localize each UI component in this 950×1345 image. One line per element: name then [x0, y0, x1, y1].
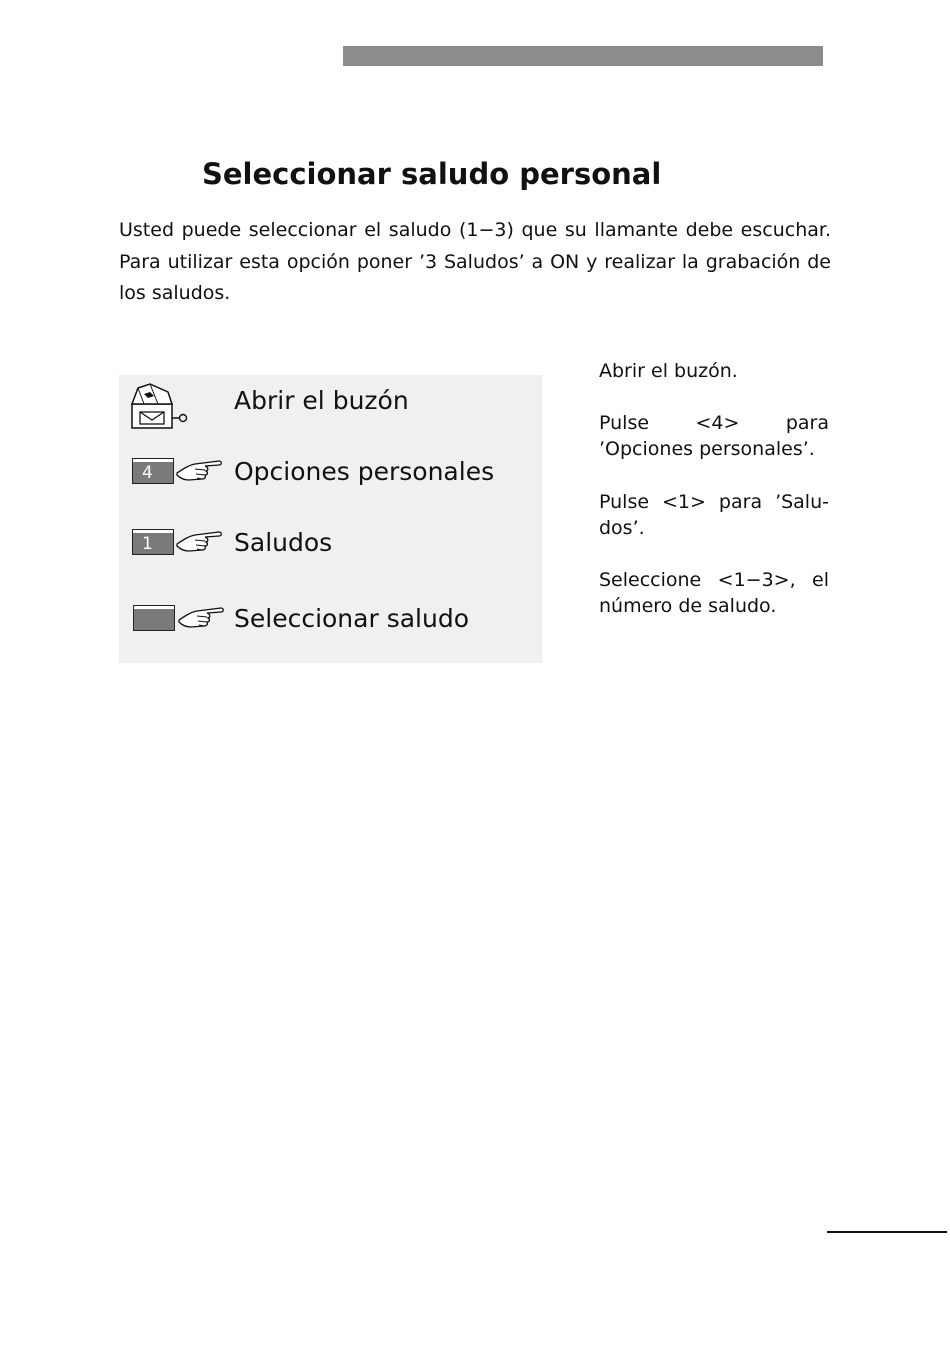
step-label: Seleccionar saludo — [234, 604, 469, 633]
step-select-greeting — [119, 602, 542, 658]
page-title: Seleccionar saludo personal — [202, 157, 662, 191]
key-number: 1 — [142, 534, 153, 554]
intro-paragraph: Usted puede seleccionar el saludo (1−3) que su llamante debe escuchar. Para utilizar esta opción poner ’3 Saludos’ a ON y realizar la grabación de los saludos. — [119, 219, 831, 304]
header-bar — [343, 46, 823, 66]
step-note: Seleccione <1−3>, el número de saludo. — [599, 569, 829, 617]
step-note: Pulse <1> para ’Salu-dos’. — [599, 491, 829, 539]
pointing-hand-icon — [175, 457, 223, 485]
step-personal-options — [119, 455, 542, 511]
step-label: Abrir el buzón — [234, 386, 409, 415]
key-4-icon — [132, 458, 174, 484]
pointing-hand-icon — [175, 528, 223, 556]
key-1-icon — [132, 529, 174, 555]
step-note: Abrir el buzón. — [599, 360, 738, 382]
step-note: Pulse <4> para ’Opciones personales’. — [599, 412, 829, 460]
step-open-mailbox — [119, 378, 542, 434]
pointing-hand-icon — [177, 604, 225, 632]
step-label: Saludos — [234, 528, 333, 557]
step-greetings — [119, 526, 542, 582]
step-label: Opciones personales — [234, 457, 495, 486]
key-blank-icon — [133, 605, 175, 631]
mailbox-icon — [128, 382, 190, 430]
key-number: 4 — [142, 463, 153, 483]
footer-rule — [827, 1231, 947, 1233]
steps-panel — [119, 375, 542, 663]
